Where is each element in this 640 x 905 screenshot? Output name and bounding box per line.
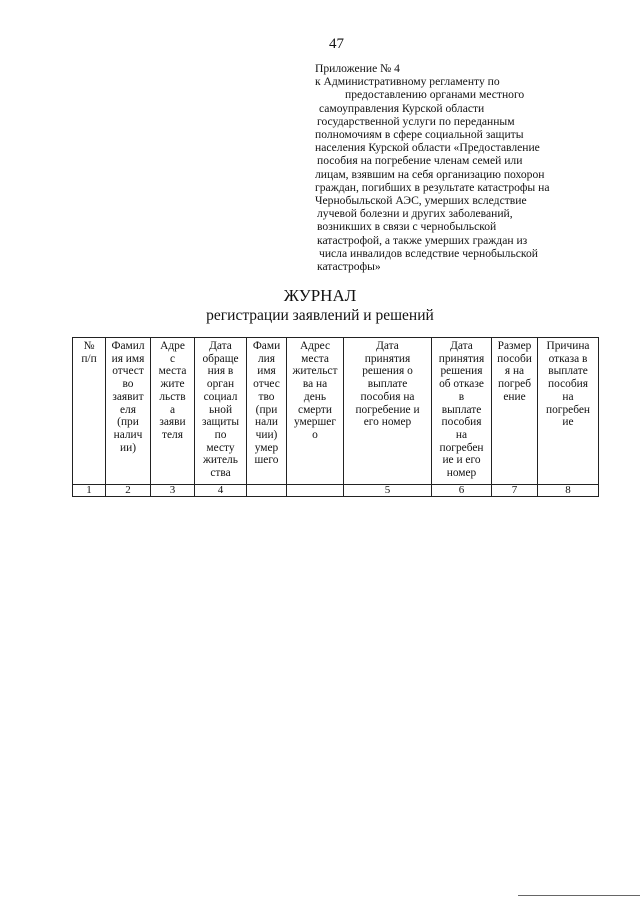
column-number-cell: 8 (538, 485, 599, 497)
appendix-line: катастрофой, а также умерших граждан из (317, 233, 528, 247)
registration-table (72, 337, 599, 497)
appendix-line: числа инвалидов вследствие чернобыльской (319, 246, 538, 260)
header-cell: Причина отказа в выплате пособия на погребен ие (538, 338, 599, 485)
column-number-cell: 6 (432, 485, 492, 497)
column-number-cell: 3 (151, 485, 195, 497)
journal-title: ЖУРНАЛ (283, 286, 357, 305)
journal-title-block (0, 286, 640, 325)
appendix-line: пособия на погребение членам семей или (317, 154, 523, 168)
column-number-row (73, 485, 599, 497)
appendix-line: к Административному регламенту по (315, 75, 500, 89)
footer-rule (518, 895, 640, 896)
appendix-line: Чернобыльской АЭС, умерших вследствие (315, 194, 527, 208)
header-cell: Фами лия имя отчес тво (при нали чии) умер шего (247, 338, 287, 485)
appendix-line: возникших в связи с чернобыльской (317, 220, 497, 234)
header-cell: Адре с места жите льств а заяви теля (151, 338, 195, 485)
header-cell: Дата принятия решения об отказе в выплате пособия на погребен ие и его номер (432, 338, 492, 485)
appendix-line: граждан, погибших в результате катастрофы на (315, 180, 550, 194)
table-header-row (73, 338, 599, 485)
appendix-line: государственной услуги по переданным (317, 114, 515, 128)
header-cell: № п/п (73, 338, 106, 485)
column-number-cell: 5 (344, 485, 432, 497)
appendix-line: лучевой болезни и других заболеваний, (317, 207, 513, 221)
appendix-line: Приложение № 4 (315, 62, 400, 75)
column-number-cell (247, 485, 287, 497)
column-number-cell: 1 (73, 485, 106, 497)
column-number-cell: 7 (492, 485, 538, 497)
column-number-cell (287, 485, 344, 497)
appendix-line: населения Курской области «Предоставление (315, 141, 540, 155)
header-cell: Дата обраще ния в орган социал ьной защиты по месту житель ства (195, 338, 247, 485)
appendix-line: самоуправления Курской области (319, 101, 485, 115)
page-number: 47 (329, 36, 344, 52)
column-number-cell: 2 (106, 485, 151, 497)
appendix-block (315, 62, 595, 273)
header-cell: Размер пособи я на погреб ение (492, 338, 538, 485)
journal-subtitle: регистрации заявлений и решений (206, 307, 434, 324)
column-number-cell: 4 (195, 485, 247, 497)
appendix-line: катастрофы» (317, 260, 381, 274)
header-cell: Дата принятия решения о выплате пособия на погребение и его номер (344, 338, 432, 485)
appendix-line: лицам, взявшим на себя организацию похорон (315, 167, 545, 181)
appendix-line: полномочиям в сфере социальной защиты (315, 128, 524, 142)
appendix-line: предоставлению органами местного (345, 88, 525, 102)
header-cell: Адрес места жительст ва на день смерти умершег о (287, 338, 344, 485)
header-cell: Фамил ия имя отчест во заявит еля (при налич ии) (106, 338, 151, 485)
